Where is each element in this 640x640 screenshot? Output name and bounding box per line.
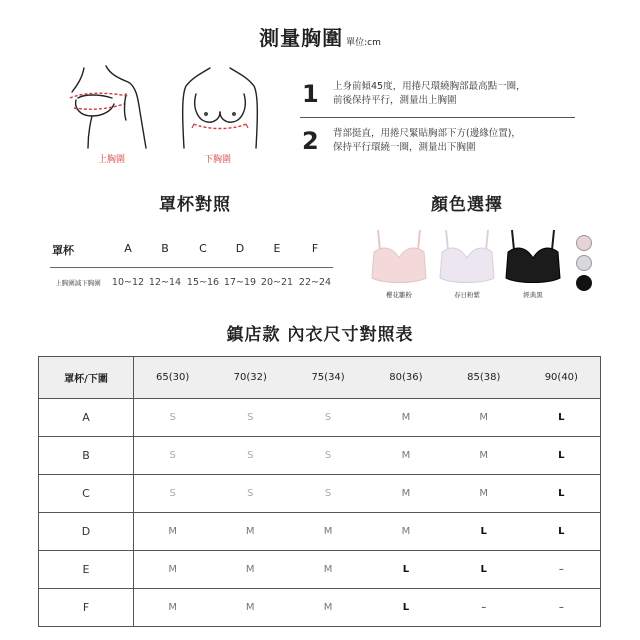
size-cell: –	[523, 551, 601, 589]
size-header-col: 90(40)	[523, 357, 601, 399]
row-cup-label: D	[39, 513, 134, 551]
size-cell: M	[134, 589, 212, 627]
cup-range-a: 10~12	[111, 277, 145, 288]
size-table	[38, 356, 601, 627]
size-cell: L	[367, 589, 445, 627]
size-cell: M	[134, 551, 212, 589]
bra-swatch-black	[502, 228, 564, 288]
measure-title	[0, 22, 640, 51]
size-cell: S	[289, 437, 367, 475]
size-cell: L	[523, 475, 601, 513]
cup-table-divider	[50, 267, 333, 268]
unit-label: 單位:cm	[346, 38, 381, 48]
table-row	[39, 551, 601, 589]
size-cell: M	[289, 513, 367, 551]
size-section-title: 鎮店款 內衣尺寸對照表	[226, 325, 414, 345]
swatch-label-lilac: 春日粉紫	[454, 291, 480, 299]
step-divider	[300, 117, 575, 118]
size-cell: M	[367, 399, 445, 437]
cup-range-b: 12~14	[148, 277, 182, 288]
step-1-number: 1	[302, 80, 319, 108]
size-cell: M	[134, 513, 212, 551]
cup-range-d: 17~19	[223, 277, 257, 288]
cup-header-f: F	[311, 242, 319, 255]
table-row	[39, 399, 601, 437]
under-bust-label: 下胸圍	[204, 155, 232, 165]
table-row	[39, 475, 601, 513]
size-cell: M	[367, 475, 445, 513]
step-2-number: 2	[302, 127, 319, 155]
size-cell: S	[134, 437, 212, 475]
table-row	[39, 437, 601, 475]
size-cell: S	[134, 475, 212, 513]
size-cell: M	[211, 513, 289, 551]
step-2-line-2: 保持平行環繞一圈，測量出下胸圍	[333, 142, 476, 153]
color-section-title: 顏色選擇	[431, 195, 503, 215]
cup-header-d: D	[235, 242, 245, 255]
upper-bust-figure-icon	[66, 64, 150, 150]
measure-title-text: 測量胸圍	[259, 26, 344, 50]
size-cell: M	[211, 589, 289, 627]
step-1-line-1: 上身前傾45度，用捲尺環繞胸部最高點一圈，	[333, 81, 526, 92]
upper-bust-label: 上胸圍	[98, 155, 126, 165]
bra-swatch-lilac	[436, 228, 498, 288]
color-dot-pink[interactable]	[576, 235, 592, 251]
row-cup-label: F	[39, 589, 134, 627]
swatch-label-pink: 櫻花雛粉	[386, 291, 412, 299]
size-header-col: 80(36)	[367, 357, 445, 399]
color-dot-black[interactable]	[576, 275, 592, 291]
size-header-col: 65(30)	[134, 357, 212, 399]
size-table-header-row	[39, 357, 601, 399]
cup-header-c: C	[199, 242, 207, 255]
size-header-col: 85(38)	[445, 357, 523, 399]
swatch-label-black: 經典黑	[523, 291, 543, 299]
cup-range-c: 15~16	[186, 277, 220, 288]
size-header-col: 75(34)	[289, 357, 367, 399]
size-cell: M	[367, 513, 445, 551]
size-cell: M	[289, 551, 367, 589]
cup-table	[38, 236, 338, 296]
size-cell: M	[211, 551, 289, 589]
row-cup-label: A	[39, 399, 134, 437]
size-cell: L	[367, 551, 445, 589]
size-cell: L	[523, 513, 601, 551]
row-cup-label: B	[39, 437, 134, 475]
size-cell: M	[367, 437, 445, 475]
size-cell: S	[211, 475, 289, 513]
table-row	[39, 513, 601, 551]
cup-header-b: B	[161, 242, 169, 255]
size-header-first: 罩杯/下圍	[39, 357, 134, 399]
cup-range-f: 22~24	[298, 277, 332, 288]
row-cup-label: C	[39, 475, 134, 513]
size-cell: –	[523, 589, 601, 627]
cup-section-title: 罩杯對照	[159, 195, 231, 215]
step-1-line-2: 前後保持平行，測量出上胸圍	[333, 95, 457, 106]
cup-row-label: 上胸圍減下胸圍	[55, 279, 101, 287]
size-cell: L	[523, 399, 601, 437]
size-cell: M	[445, 437, 523, 475]
size-cell: S	[211, 437, 289, 475]
under-bust-figure-icon	[178, 64, 262, 150]
step-2-line-1: 背部挺直，用捲尺緊貼胸部下方(邊緣位置)，	[333, 128, 521, 139]
size-header-col: 70(32)	[211, 357, 289, 399]
size-cell: S	[134, 399, 212, 437]
step-2-text	[333, 127, 521, 155]
step-1-text	[333, 80, 526, 108]
cup-header-label: 罩杯	[52, 244, 74, 257]
bra-swatch-pink	[368, 228, 430, 288]
size-cell: M	[289, 589, 367, 627]
size-cell: M	[445, 399, 523, 437]
size-cell: –	[445, 589, 523, 627]
size-cell: S	[289, 475, 367, 513]
size-cell: L	[445, 551, 523, 589]
size-cell: S	[211, 399, 289, 437]
cup-range-e: 20~21	[260, 277, 294, 288]
size-cell: L	[523, 437, 601, 475]
row-cup-label: E	[39, 551, 134, 589]
size-cell: M	[445, 475, 523, 513]
size-cell: L	[445, 513, 523, 551]
table-row	[39, 589, 601, 627]
size-cell: S	[289, 399, 367, 437]
cup-header-a: A	[124, 242, 132, 255]
color-dot-lilac[interactable]	[576, 255, 592, 271]
cup-header-e: E	[273, 242, 281, 255]
